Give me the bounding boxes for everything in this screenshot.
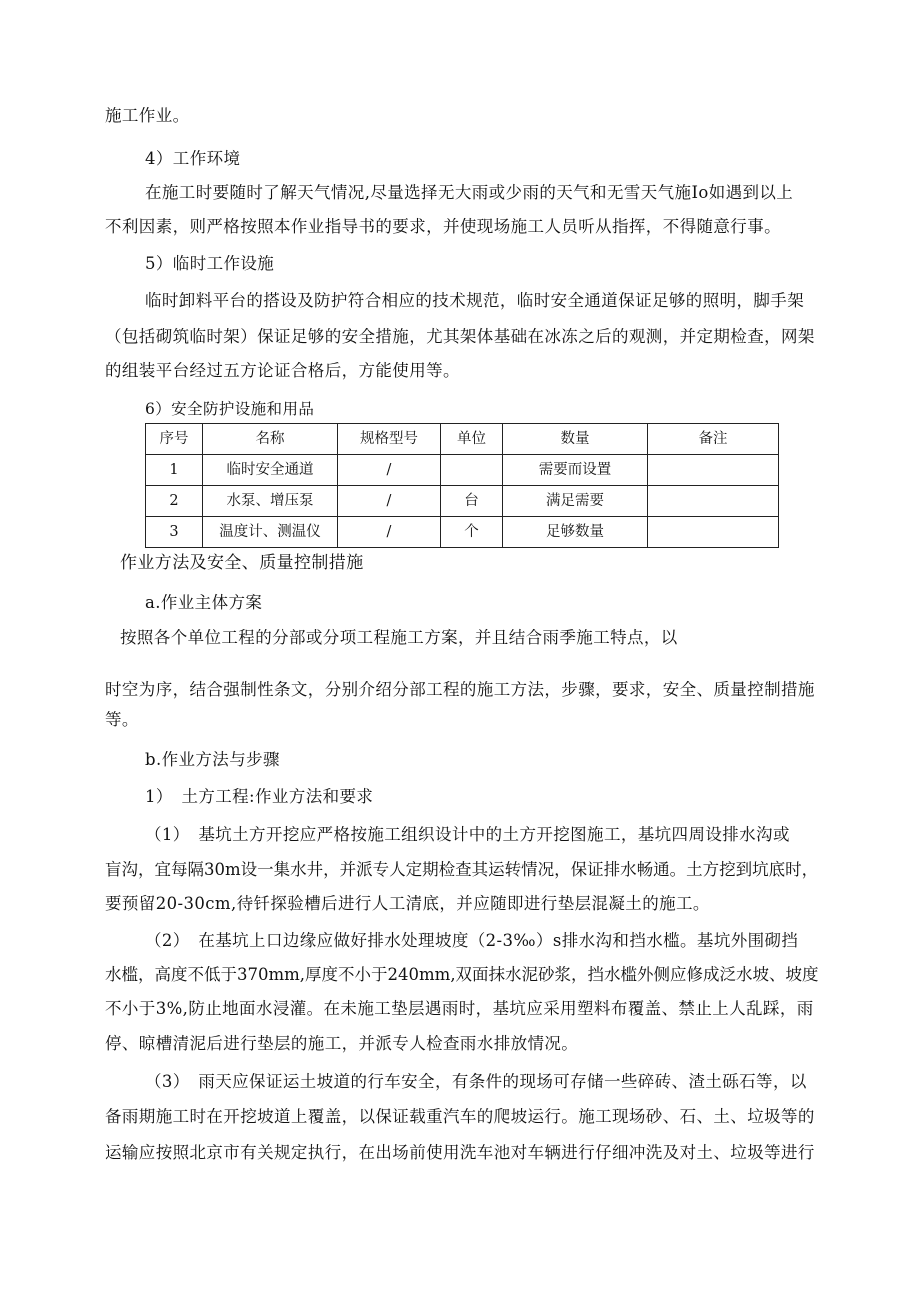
table-cell: 水泵、增压泵 — [203, 486, 338, 517]
table-cell: 需要而设置 — [503, 455, 648, 486]
table-cell: 临时安全通道 — [203, 455, 338, 486]
table-header-cell: 序号 — [146, 424, 203, 455]
table-header-cell: 单位 — [441, 424, 503, 455]
table-cell: / — [338, 455, 441, 486]
table-header-cell: 名称 — [203, 424, 338, 455]
text-line: 不小于3%,防止地面水浸灌。在未施工垫层遇雨时，基坑应采用塑料布覆盖、禁止上人乱踩，雨 — [105, 999, 814, 1018]
list-item: 1） 土方工程:作业方法和要求 — [145, 787, 374, 806]
text-line: 的组装平台经过五方论证合格后，方能使用等。 — [105, 361, 460, 380]
table-header-cell: 数量 — [503, 424, 648, 455]
table-cell: 个 — [441, 517, 503, 548]
text-line: （2） 在基坑上口边缘应做好排水处理坡度（2-3‰）s排水沟和挡水槛。基坑外围砌挡 — [145, 931, 799, 950]
table-cell: 1 — [146, 455, 203, 486]
table-header-row — [146, 424, 779, 455]
table-cell: 3 — [146, 517, 203, 548]
equipment-table — [145, 423, 779, 548]
subheading: 5）临时工作设施 — [145, 254, 275, 273]
table-row — [146, 455, 779, 486]
table-cell: 台 — [441, 486, 503, 517]
table-cell: 2 — [146, 486, 203, 517]
text-line: 不利因素，则严格按照本作业指导书的要求，并使现场施工人员听从指挥，不得随意行事。 — [105, 217, 781, 236]
subheading: 4）工作环境 — [145, 149, 241, 168]
table-header-cell: 规格型号 — [338, 424, 441, 455]
text-line: （3） 雨天应保证运土坡道的行车安全，有条件的现场可存储一些碎砖、渣土砾石等，以 — [145, 1072, 807, 1091]
table-cell: / — [338, 486, 441, 517]
table-row — [146, 486, 779, 517]
text-line: 等。 — [105, 710, 139, 729]
text-line: （1） 基坑土方开挖应严格按施工组织设计中的土方开挖图施工，基坑四周设排水沟或 — [145, 825, 790, 844]
subheading: b.作业方法与步骤 — [145, 750, 280, 769]
subheading: a.作业主体方案 — [145, 593, 263, 612]
table-header-cell: 备注 — [648, 424, 779, 455]
text-line: 盲沟，宜每隔30m设一集水井，并派专人定期检查其运转情况，保证排水畅通。土方挖到坑底时， — [105, 860, 819, 879]
text-line: 运输应按照北京市有关规定执行，在出场前使用洗车池对车辆进行仔细冲洗及对土、垃圾等进行 — [105, 1143, 815, 1162]
table-cell: 满足需要 — [503, 486, 648, 517]
text-line: 时空为序，结合强制性条文，分别介绍分部工程的施工方法，步骤，要求，安全、质量控制措施 — [105, 680, 815, 699]
table-cell — [441, 455, 503, 486]
text-line: 要预留20-30cm,待钎探验槽后进行人工清底，并应随即进行垫层混凝土的施工。 — [105, 894, 710, 913]
text-line: 临时卸料平台的搭设及防护符合相应的技术规范，临时安全通道保证足够的照明，脚手架 — [145, 291, 805, 310]
table-cell — [648, 486, 779, 517]
text-line: 施工作业。 — [105, 106, 190, 125]
text-line: 停、晾槽清泥后进行垫层的施工，并派专人检查雨水排放情况。 — [105, 1034, 579, 1053]
text-line: 在施工时要随时了解天气情况,尽量选择无大雨或少雨的天气和无雪天气施Io如遇到以上 — [145, 183, 794, 202]
table-cell — [648, 517, 779, 548]
table-cell — [648, 455, 779, 486]
section-title: 作业方法及安全、质量控制措施 — [120, 553, 364, 573]
table-cell: 足够数量 — [503, 517, 648, 548]
table-cell: 温度计、测温仪 — [203, 517, 338, 548]
table-cell: / — [338, 517, 441, 548]
text-line: 水槛，高度不低于370mm,厚度不小于240mm,双面抹水泥砂浆，挡水槛外侧应修成泛水坡、坡度 — [105, 965, 819, 984]
table-row — [146, 517, 779, 548]
text-line: 按照各个单位工程的分部或分项工程施工方案，并且结合雨季施工特点，以 — [120, 628, 678, 647]
text-line: （包括砌筑临时架）保证足够的安全措施，尤其架体基础在冰冻之后的观测，并定期检查，网架 — [105, 327, 815, 346]
subheading: 6）安全防护设施和用品 — [145, 400, 315, 418]
text-line: 备雨期施工时在开挖坡道上覆盖，以保证载重汽车的爬坡运行。施工现场砂、石、土、垃圾等的 — [105, 1107, 815, 1126]
